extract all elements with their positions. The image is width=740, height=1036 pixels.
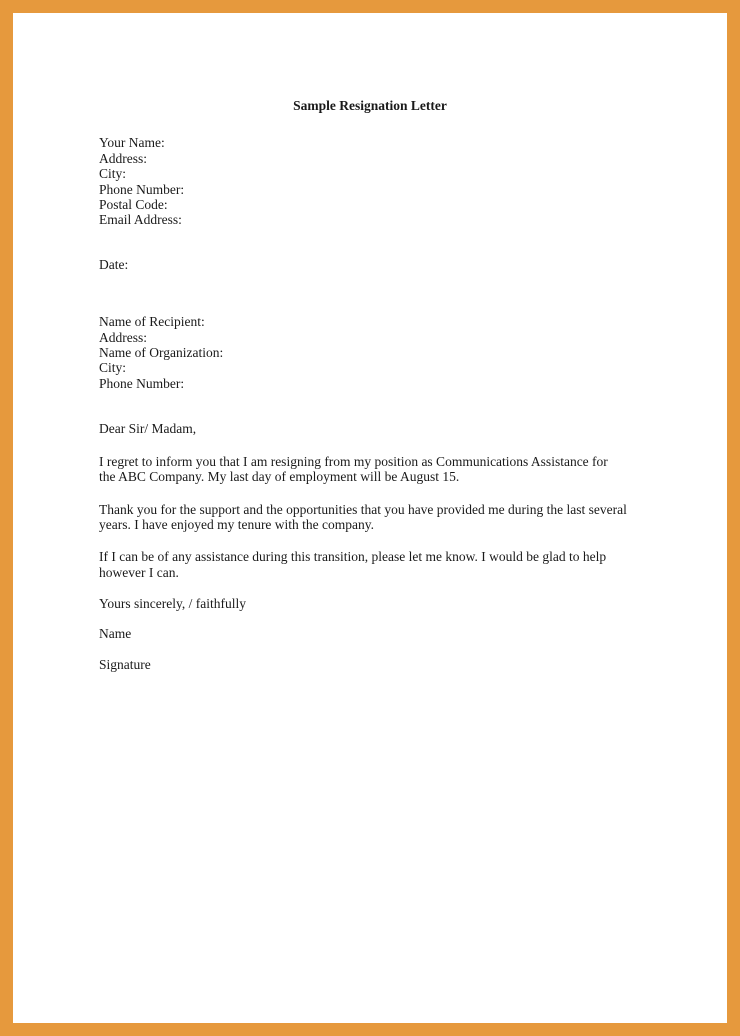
paragraph-thanks: Thank you for the support and the opportunities that you have provided me during the last several years. I have enjoyed my tenure with the company.	[99, 501, 627, 532]
recipient-name-label: Name of Recipient:	[99, 314, 205, 330]
recipient-organization-label: Name of Organization:	[99, 345, 224, 361]
sender-address-label: Address:	[99, 150, 147, 166]
letter-body	[13, 13, 727, 1023]
letter-title: Sample Resignation Letter	[293, 98, 447, 113]
paragraph-assistance: If I can be of any assistance during this transition, please let me know. I would be glad to help however I can.	[99, 549, 607, 580]
sender-phone-label: Phone Number:	[99, 181, 185, 197]
signature-label: Signature	[99, 656, 151, 672]
recipient-city-label: City:	[99, 360, 127, 376]
date-label: Date:	[99, 256, 129, 272]
sender-email-label: Email Address:	[99, 212, 182, 228]
recipient-block	[99, 314, 641, 391]
closing: Yours sincerely, / faithfully	[99, 596, 246, 612]
sender-postal-label: Postal Code:	[99, 197, 168, 213]
recipient-phone-label: Phone Number:	[99, 375, 185, 391]
sender-block	[99, 135, 641, 227]
salutation: Dear Sir/ Madam,	[99, 421, 197, 437]
name-label: Name	[99, 625, 132, 641]
sender-city-label: City:	[99, 166, 127, 182]
sender-name-label: Your Name:	[99, 135, 165, 151]
paragraph-resignation: I regret to inform you that I am resigning from my position as Communications Assistance for the ABC Company. My last day of employment will be August 15.	[99, 453, 608, 485]
recipient-address-label: Address:	[99, 329, 147, 345]
